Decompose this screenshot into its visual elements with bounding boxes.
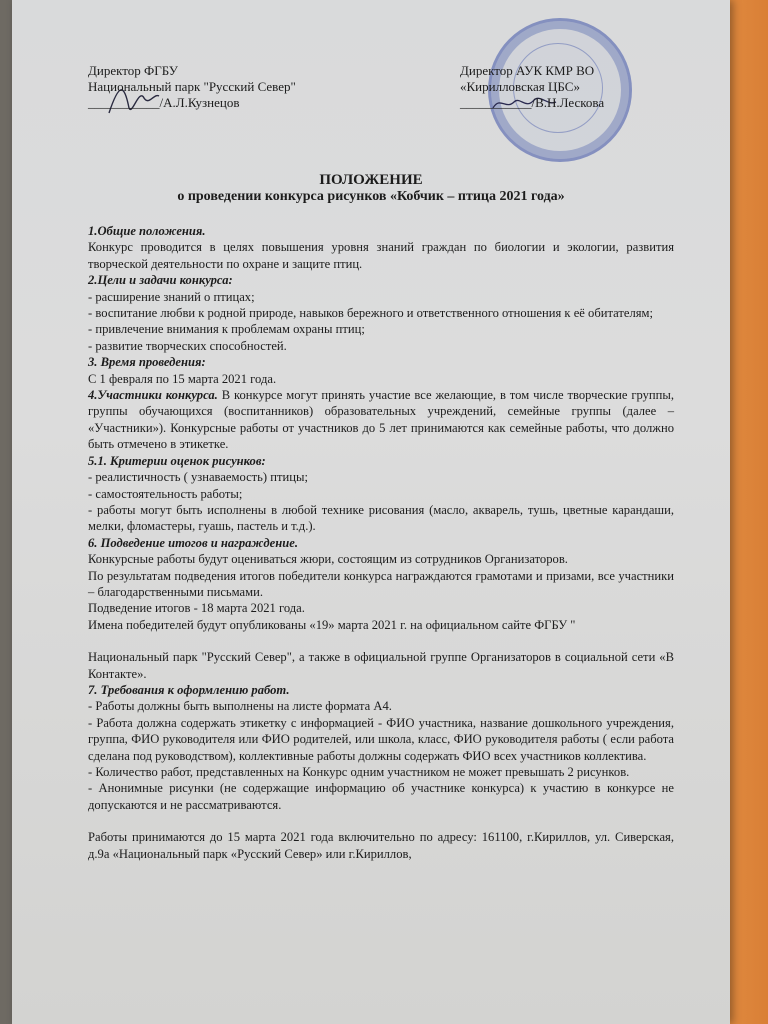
section-6-p5: Национальный парк "Русский Север", а также в официальной группе Организаторов в социальной сети «В Контакте». bbox=[88, 650, 674, 681]
section-4-text: В конкурсе могут принять участие все желающие, в том числе творческие группы, группы обучающихся (воспитанников) образовательных учреждений, семейные группы (далее – «Участники»). Конкурсные работы от участников до 5 лет принимаются как семейные работы, что должно быть отмечено в этикетке. bbox=[88, 388, 674, 452]
section-6-p3: Подведение итогов - 18 марта 2021 года. bbox=[88, 601, 305, 616]
approver-right-signature-line: ___________/В.Н.Лескова bbox=[460, 95, 605, 110]
section-6-p1: Конкурсные работы будут оцениваться жюри, состоящим из сотрудников Организаторов. bbox=[88, 552, 568, 567]
section-3-text: С 1 февраля по 15 марта 2021 года. bbox=[88, 371, 277, 386]
document-title: ПОЛОЖЕНИЕ bbox=[319, 172, 423, 188]
approver-left-title: Директор ФГБУ bbox=[88, 63, 178, 78]
list-item: - привлечение внимания к проблемам охраны птиц; bbox=[88, 322, 365, 337]
section-6-p2: По результатам подведения итогов победители конкурса награждаются грамотами и призами, все участники – благодарственными письмами. bbox=[88, 568, 674, 599]
list-item: - Количество работ, представленных на Конкурс одним участником не может превышать 2 рисунков. bbox=[88, 765, 630, 779]
section-1-text: Конкурс проводится в целях повышения уровня знаний граждан по биологии и экологии, развития творческой деятельности по охране и защите птиц. bbox=[88, 240, 674, 271]
section-5-heading: 5.1. Критерии оценок рисунков: bbox=[88, 453, 266, 468]
blank-line bbox=[88, 813, 674, 829]
document-page bbox=[12, 0, 730, 1024]
list-item: - Работы должны быть выполнены на листе формата А4. bbox=[88, 699, 392, 714]
approver-right-org: «Кирилловская ЦБС» bbox=[460, 79, 580, 94]
approval-block-left bbox=[88, 63, 296, 111]
section-4-heading: 4.Участники конкурса. bbox=[88, 388, 218, 403]
list-item: - реалистичность ( узнаваемость) птицы; bbox=[88, 470, 308, 485]
blank-line bbox=[88, 633, 674, 649]
document-body bbox=[88, 223, 674, 862]
section-3-heading: 3. Время проведения: bbox=[88, 355, 206, 370]
section-6-heading: 6. Подведение итогов и награждение. bbox=[88, 535, 298, 550]
list-item: - расширение знаний о птицах; bbox=[88, 289, 255, 304]
approval-block-right bbox=[460, 63, 604, 111]
section-7-heading: 7. Требования к оформлению работ. bbox=[88, 682, 290, 697]
section-6-p4: Имена победителей будут опубликованы «19» марта 2021 г. на официальном сайте ФГБУ " bbox=[88, 617, 576, 632]
document-subtitle: о проведении конкурса рисунков «Кобчик – птица 2021 года» bbox=[177, 189, 565, 204]
section-2-heading: 2.Цели и задачи конкурса: bbox=[88, 273, 233, 288]
list-item: - развитие творческих способностей. bbox=[88, 338, 287, 353]
list-item: - Работа должна содержать этикетку с информацией - ФИО участника, название дошкольного учреждения, группа, ФИО руководителя или ФИО родителей, или школа, класс, ФИО руководителя работы ( если работа сделана под руководством), коллективные работы должны содержать ФИО всех участников коллектива. bbox=[88, 715, 674, 763]
section-4-paragraph bbox=[88, 387, 674, 453]
approver-left-signature-line: ___________/А.Л.Кузнецов bbox=[88, 95, 240, 110]
list-item: - Анонимные рисунки (не содержащие информацию об участнике конкурса) к участию в конкурсе не допускаются и не рассматриваются. bbox=[88, 781, 674, 812]
list-item: - самостоятельность работы; bbox=[88, 486, 243, 501]
approver-right-title: Директор АУК КМР ВО bbox=[460, 63, 595, 78]
section-1-heading: 1.Общие положения. bbox=[88, 224, 206, 238]
approver-left-org: Национальный парк "Русский Север" bbox=[88, 79, 296, 94]
list-item: - работы могут быть исполнены в любой технике рисования (масло, акварель, тушь, цветные карандаши, мелки, фломастеры, гуашь, пастель и т.д.). bbox=[88, 502, 674, 534]
closing-paragraph: Работы принимаются до 15 марта 2021 года включительно по адресу: 161100, г.Кириллов, ул. Сиверская, д.9а «Национальный парк «Русский Север» или г.Кириллов, bbox=[88, 830, 674, 861]
list-item: - воспитание любви к родной природе, навыков бережного и ответственного отношения к её обитателям; bbox=[88, 306, 654, 321]
